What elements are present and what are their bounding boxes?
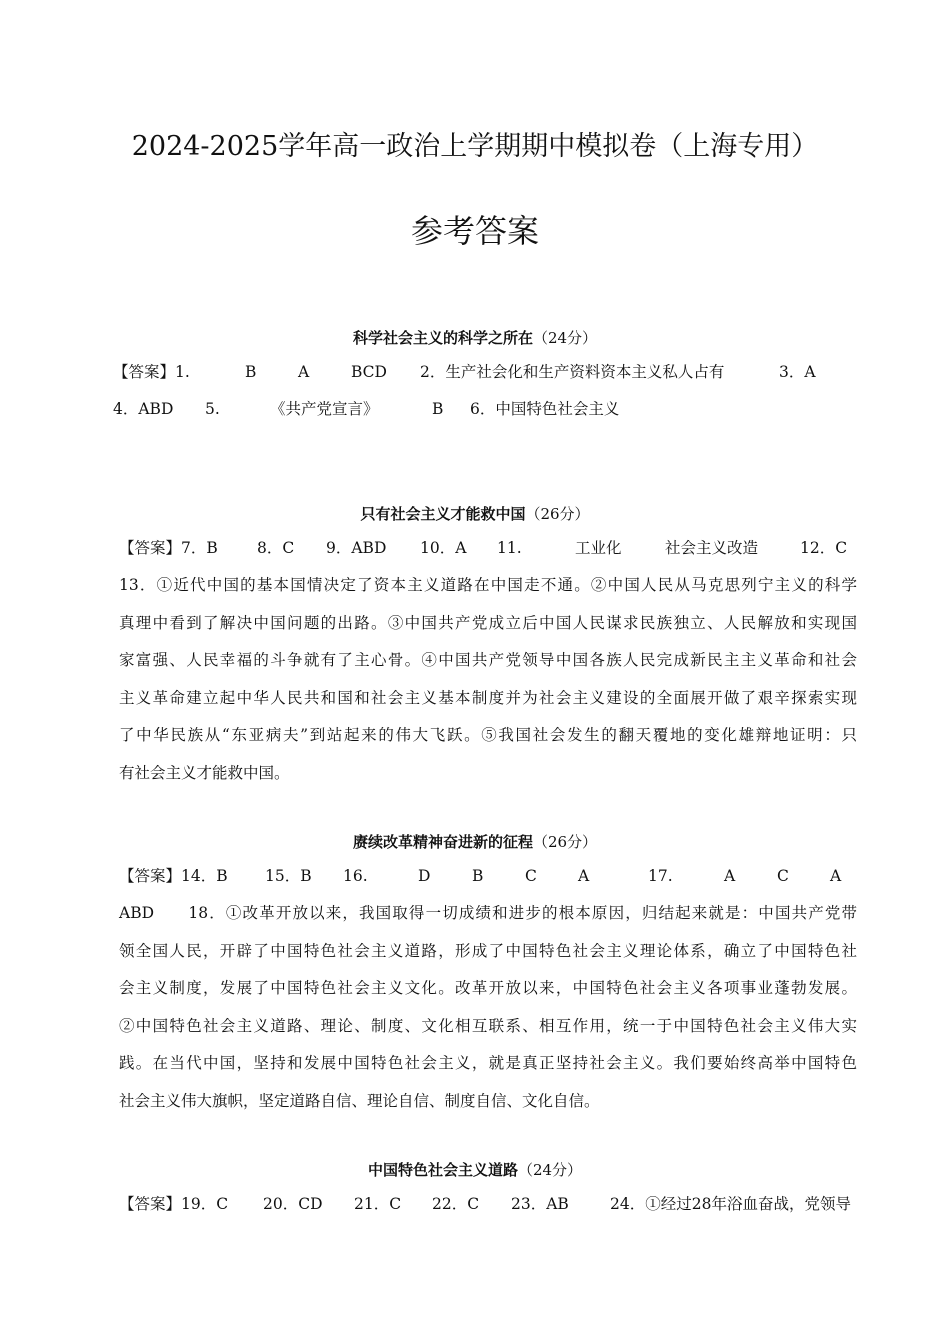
section-points: （24分） <box>517 1161 583 1179</box>
answer-paragraph <box>119 903 857 1129</box>
section-heading <box>0 1159 950 1180</box>
section-heading <box>0 327 950 348</box>
paragraph-line: 践。在当代中国，坚持和发展中国特色社会主义，就是真正坚持社会主义。我们要始终高举中国特色 <box>119 1054 857 1073</box>
answer-item: 【答案】7．B <box>119 539 218 557</box>
paragraph-line: ABD 18．①改革开放以来，我国取得一切成绩和进步的根本原因，归结起来就是：中国共产党带 <box>119 904 857 922</box>
document-title: 2024-2025学年高一政治上学期期中模拟卷（上海专用） <box>131 131 819 162</box>
answer-item: 15．B <box>265 867 312 885</box>
answer-item: 11. <box>497 539 522 557</box>
answer-item: 10．A <box>420 539 467 557</box>
answer-item: 12．C <box>800 539 848 557</box>
answer-item: 8．C <box>257 539 295 557</box>
answer-item: 20．CD <box>263 1195 323 1213</box>
answer-item: 23．AB <box>511 1195 569 1213</box>
answer-item: BCD <box>351 363 387 381</box>
answer-item: 工业化 <box>575 539 622 557</box>
paragraph-line: 家富强、人民幸福的斗争就有了主心骨。④中国共产党领导中国各族人民完成新民主主义革命和社会 <box>119 651 857 670</box>
answer-item: 【答案】19．C <box>119 1195 229 1213</box>
paragraph-line: 真理中看到了解决中国问题的出路。③中国共产党成立后中国人民谋求民族独立、人民解放和实现国 <box>119 613 857 632</box>
answer-item: D <box>418 867 431 885</box>
section-title: 赓续改革精神奋进新的征程 <box>352 833 533 851</box>
answer-item: B <box>432 400 444 418</box>
answer-item: C <box>777 867 789 885</box>
section-title: 科学社会主义的科学之所在 <box>352 329 533 347</box>
answer-item: 17. <box>648 867 673 885</box>
answer-item: A <box>724 867 736 885</box>
answer-item: 【答案】14．B <box>119 867 228 885</box>
answer-item: B <box>472 867 484 885</box>
section-points: （26分） <box>532 833 598 851</box>
answer-item: 【答案】1. <box>113 363 190 381</box>
document-subtitle: 参考答案 <box>410 212 539 250</box>
answer-item: 2．生产社会化和生产资料资本主义私人占有 <box>420 363 725 381</box>
section-title: 只有社会主义才能救中国 <box>360 505 526 523</box>
paragraph-line: 主义革命建立起中华人民共和国和社会主义基本制度并为社会主义建设的全面展开做了艰辛探索实现 <box>119 688 857 707</box>
paragraph-line: 领全国人民，开辟了中国特色社会主义道路，形成了中国特色社会主义理论体系，确立了中国特色社 <box>119 941 857 960</box>
paragraph-line: 13．①近代中国的基本国情决定了资本主义道路在中国走不通。②中国人民从马克思列宁主义的科学 <box>119 576 857 594</box>
paragraph-line: 社会主义伟大旗帜，坚定道路自信、理论自信、制度自信、文化自信。 <box>119 1091 600 1110</box>
section-heading <box>0 831 950 852</box>
answer-item: 22．C <box>432 1195 480 1213</box>
section-heading <box>0 503 950 524</box>
section-points: （26分） <box>525 505 590 523</box>
answer-item: A <box>578 867 590 885</box>
answer-item: 9．ABD <box>326 539 387 557</box>
answer-item: B <box>245 363 257 381</box>
answer-item: 社会主义改造 <box>665 539 759 557</box>
answer-item: 3．A <box>779 363 816 381</box>
answer-paragraph <box>119 575 857 801</box>
paragraph-line: 有社会主义才能救中国。 <box>119 763 290 782</box>
answer-item: 21．C <box>354 1195 402 1213</box>
answer-item: 《共产党宣言》 <box>270 400 379 418</box>
section-title: 中国特色社会主义道路 <box>367 1161 518 1179</box>
paragraph-line: 会主义制度，发展了中国特色社会主义文化。改革开放以来，中国特色社会主义各项事业蓬勃发展。 <box>119 979 857 998</box>
answer-item: A <box>298 363 310 381</box>
answer-item: 16. <box>343 867 368 885</box>
paragraph-line: ②中国特色社会主义道路、理论、制度、文化相互联系、相互作用，统一于中国特色社会主义伟大实 <box>119 1016 857 1035</box>
answer-item: 4．ABD <box>113 400 174 418</box>
section-points: （24分） <box>532 329 598 347</box>
answer-item: C <box>525 867 537 885</box>
paragraph-line: 了中华民族从“东亚病夫”到站起来的伟大飞跃。⑤我国社会发生的翻天覆地的变化雄辩地证明：只 <box>119 726 857 745</box>
answer-item: 5. <box>205 400 220 418</box>
answer-item: 6．中国特色社会主义 <box>470 400 620 418</box>
answer-item: 24．①经过28年浴血奋战，党领导 <box>610 1195 851 1213</box>
answer-item: A <box>830 867 842 885</box>
